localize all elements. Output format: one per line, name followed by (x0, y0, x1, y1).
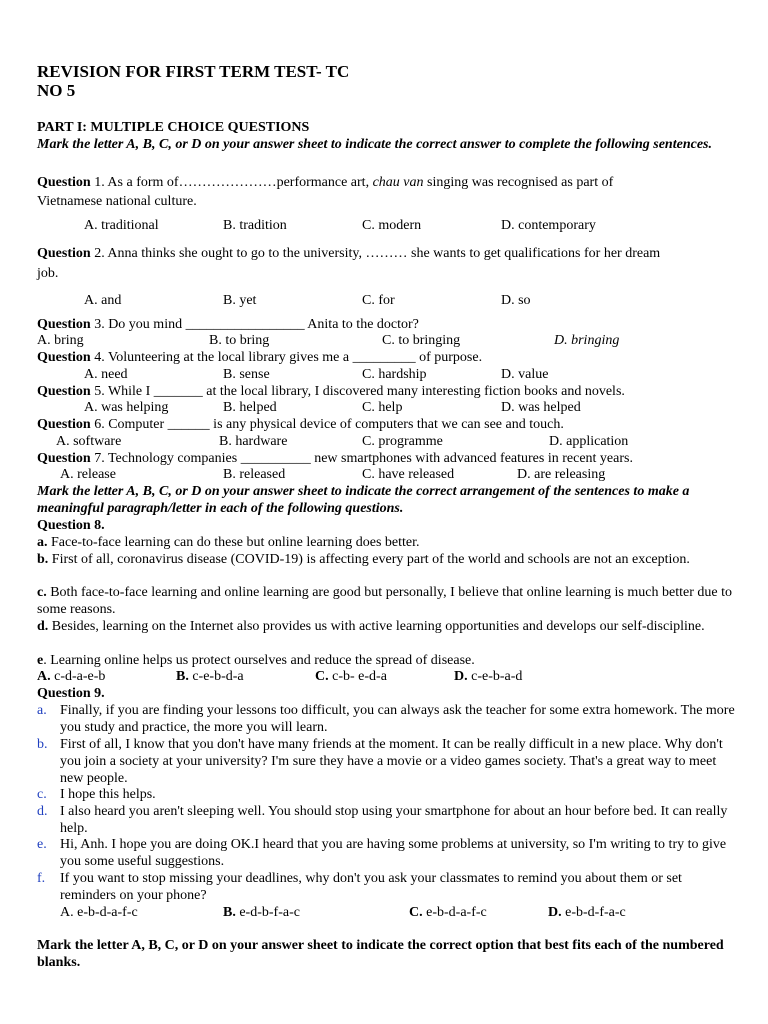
question-5 (37, 383, 625, 400)
question-number: 6. (94, 417, 105, 432)
question-italic-term: chau van (372, 175, 424, 190)
q7-option-b: B. released (223, 467, 286, 482)
q9-item-b-letter: b. (37, 737, 48, 752)
q2-option-a: A. and (84, 293, 122, 308)
sentence-letter: e (37, 653, 44, 668)
question-number: 4. (94, 350, 105, 365)
q9-item-c-letter: c. (37, 787, 47, 802)
question-number: 3. (94, 317, 105, 332)
q9-item-f-letter: f. (37, 871, 46, 886)
question-9-label: Question 9. (37, 686, 105, 701)
q3-option-d: D. bringing (554, 333, 620, 348)
question-text: As a form of…………………performance art, (107, 175, 370, 190)
question-number: 5. (94, 384, 105, 399)
q1-option-b: B. tradition (223, 218, 287, 233)
q5-option-a: A. was helping (84, 400, 169, 415)
question-4 (37, 349, 482, 366)
q3-option-b: B. to bring (209, 333, 270, 348)
q7-option-c: C. have released (362, 467, 455, 482)
part-heading: PART I: MULTIPLE CHOICE QUESTIONS (37, 120, 310, 135)
q9-option-c: C. e-b-d-a-f-c (409, 905, 487, 920)
question-label: Question (37, 175, 91, 190)
q3-option-a: A. bring (37, 333, 84, 348)
question-label: Question (37, 451, 91, 466)
q2-option-b: B. yet (223, 293, 257, 308)
instructions-1: Mark the letter A, B, C, or D on your answer sheet to indicate the correct answer to complete the following sentences. (37, 137, 712, 152)
sentence-text: Besides, learning on the Internet also provides us with active learning opportunities and develops our self-discipline. (51, 619, 705, 634)
question-label: Question (37, 246, 91, 261)
sentence-text: . Learning online helps us protect ourselves and reduce the spread of disease. (43, 653, 475, 668)
question-number: 1. (94, 175, 105, 190)
q8-option-d: D. c-e-b-a-d (454, 669, 523, 684)
question-text: Do you mind _________________ Anita to the doctor? (108, 317, 419, 332)
question-label: Question (37, 350, 91, 365)
question-6 (37, 416, 564, 433)
question-3 (37, 316, 419, 333)
q5-option-d: D. was helped (501, 400, 581, 415)
question-text: While I _______ at the local library, I discovered many interesting fiction books and novels. (107, 384, 625, 399)
question-label: Question (37, 417, 91, 432)
question-text: Volunteering at the local library gives me a _________ of purpose. (107, 350, 483, 365)
q8-sentence-b (37, 551, 737, 568)
doc-title-line1: REVISION FOR FIRST TERM TEST- TC (37, 62, 350, 81)
q8-sentence-e (37, 652, 737, 669)
q6-option-c: C. programme (362, 434, 443, 449)
q8-sentence-a (37, 534, 737, 551)
doc-title-line2: NO 5 (37, 81, 76, 100)
q9-item-e-text: Hi, Anh. I hope you are doing OK.I heard that you are having some problems at university, so I'm writing to try to give you some useful suggestions. (60, 837, 727, 869)
sentence-text: Face-to-face learning can do these but online learning does better. (51, 535, 420, 550)
q8-sentence-c (37, 584, 737, 618)
q9-item-a-text: Finally, if you are finding your lessons too difficult, you can always ask the teacher for some extra homework. The more you study and practice, the more you will learn. (60, 703, 735, 735)
q3-option-c: C. to bringing (382, 333, 461, 348)
q1-option-a: A. traditional (84, 218, 159, 233)
q9-option-b: B. e-d-b-f-a-c (223, 905, 300, 920)
sentence-text: Both face-to-face learning and online learning are good but personally, I believe that online learning is much better due to some reasons. (37, 585, 732, 617)
q5-option-b: B. helped (223, 400, 277, 415)
question-8-label: Question 8. (37, 518, 105, 533)
q8-option-b: B. c-e-b-d-a (176, 669, 244, 684)
q7-option-a: A. release (60, 467, 116, 482)
q8-sentence-d (37, 618, 737, 635)
q6-option-a: A. software (56, 434, 122, 449)
q2-option-d: D. so (501, 293, 531, 308)
q9-option-d: D. e-b-d-f-a-c (548, 905, 626, 920)
instructions-3: Mark the letter A, B, C, or D on your answer sheet to indicate the correct option that best fits each of the numbered blanks. (37, 938, 724, 970)
question-7 (37, 450, 633, 467)
q8-option-a: A. c-d-a-e-b (37, 669, 106, 684)
sentence-letter: b. (37, 552, 49, 567)
q5-option-c: C. help (362, 400, 403, 415)
q8-option-c: C. c-b- e-d-a (315, 669, 387, 684)
q9-item-f-text: If you want to stop missing your deadlines, why don't you ask your classmates to remind you about them or set reminders on your phone? (60, 871, 682, 903)
q6-option-b: B. hardware (219, 434, 288, 449)
instructions-2: Mark the letter A, B, C, or D on your answer sheet to indicate the correct arrangement of the sentences to make a meaningful paragraph/letter in each of the following questions. (37, 484, 690, 516)
q9-item-b-text: First of all, I know that you don't have many friends at the moment. It can be really difficult in a new place. Why don't you join a society at your university? I'm sure they have a movie or a video games society. That's a great way to meet new people. (60, 737, 723, 786)
q1-option-c: C. modern (362, 218, 422, 233)
question-text: Technology companies __________ new smartphones with advanced features in recent years. (107, 451, 633, 466)
q7-option-d: D. are releasing (517, 467, 606, 482)
question-text: Computer ______ is any physical device of computers that we can see and touch. (108, 417, 564, 432)
q4-option-a: A. need (84, 367, 128, 382)
question-number: 7. (94, 451, 105, 466)
q1-option-d: D. contemporary (501, 218, 596, 233)
sentence-letter: d. (37, 619, 49, 634)
question-text-cont: singing was recognised as part of (427, 175, 614, 190)
question-number: 2. (94, 246, 105, 261)
sentence-text: First of all, coronavirus disease (COVID-19) is affecting every part of the world and schools are not an exception. (51, 552, 690, 567)
q9-item-d-letter: d. (37, 804, 48, 819)
question-1-line1 (37, 174, 613, 191)
q6-option-d: D. application (549, 434, 629, 449)
question-2-line2: job. (37, 266, 59, 281)
sentence-letter: a. (37, 535, 48, 550)
q9-item-a-letter: a. (37, 703, 47, 718)
q4-option-d: D. value (501, 367, 549, 382)
q4-option-b: B. sense (223, 367, 270, 382)
q4-option-c: C. hardship (362, 367, 427, 382)
question-1-line2: Vietnamese national culture. (37, 194, 197, 209)
question-2-line1 (37, 245, 660, 262)
question-label: Question (37, 317, 91, 332)
question-text: Anna thinks she ought to go to the university, ……… she wants to get qualifications for her dream (107, 246, 661, 261)
q2-option-c: C. for (362, 293, 395, 308)
sentence-letter: c. (37, 585, 47, 600)
q9-item-d-text: I also heard you aren't sleeping well. You should stop using your smartphone for about an hour before bed. It can really help. (60, 804, 728, 836)
q9-option-a: A. e-b-d-a-f-c (60, 905, 138, 920)
q9-item-c-text: I hope this helps. (60, 787, 156, 802)
question-label: Question (37, 384, 91, 399)
q9-item-e-letter: e. (37, 837, 47, 852)
